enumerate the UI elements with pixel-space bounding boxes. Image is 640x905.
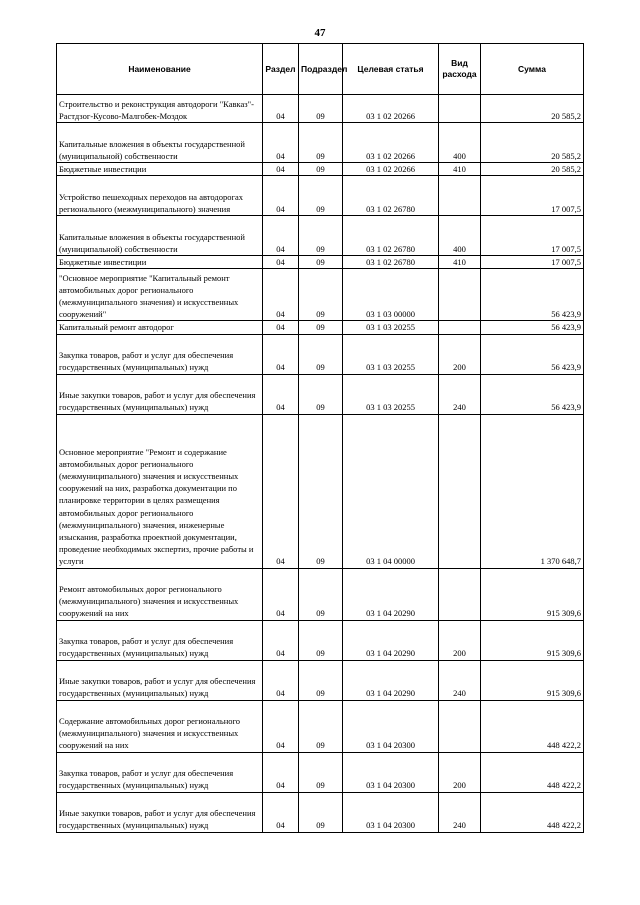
row-expense-type: 410 (439, 256, 481, 269)
row-subsection: 09 (299, 95, 343, 123)
row-name: Строительство и реконструкция автодороги "Кавказ"-Растдзог-Кусово-Малгобек-Моздок (57, 95, 263, 123)
table-row (57, 700, 584, 752)
row-expense-type: 400 (439, 216, 481, 256)
row-amount: 1 370 648,7 (481, 414, 584, 568)
row-amount: 448 422,2 (481, 792, 584, 832)
table-row (57, 568, 584, 620)
table-row (57, 334, 584, 374)
row-subsection: 09 (299, 568, 343, 620)
row-name: Иные закупки товаров, работ и услуг для обеспечения государственных (муниципальных) нужд (57, 374, 263, 414)
row-section: 04 (263, 95, 299, 123)
row-section: 04 (263, 620, 299, 660)
row-expense-type: 240 (439, 374, 481, 414)
row-target-article: 03 1 04 20300 (343, 700, 439, 752)
row-amount: 17 007,5 (481, 256, 584, 269)
table-row (57, 620, 584, 660)
row-amount: 17 007,5 (481, 216, 584, 256)
row-amount: 56 423,9 (481, 334, 584, 374)
row-expense-type (439, 269, 481, 321)
row-subsection: 09 (299, 752, 343, 792)
row-expense-type: 200 (439, 620, 481, 660)
row-expense-type (439, 700, 481, 752)
row-amount: 20 585,2 (481, 95, 584, 123)
row-name: Ремонт автомобильных дорог регионального (межмуниципального) значения и искусственных сооружений на них (57, 568, 263, 620)
row-name: Содержание автомобильных дорог регионального (межмуниципального) значения и искусственных сооружений на них (57, 700, 263, 752)
row-target-article: 03 1 04 20300 (343, 792, 439, 832)
header-name: Наименование (57, 44, 263, 95)
table-row (57, 792, 584, 832)
table-row (57, 216, 584, 256)
row-section: 04 (263, 374, 299, 414)
row-section: 04 (263, 334, 299, 374)
row-name: Закупка товаров, работ и услуг для обеспечения государственных (муниципальных) нужд (57, 334, 263, 374)
row-section: 04 (263, 176, 299, 216)
table-row (57, 176, 584, 216)
row-subsection: 09 (299, 620, 343, 660)
row-expense-type: 240 (439, 660, 481, 700)
row-subsection: 09 (299, 334, 343, 374)
row-name: Капитальный ремонт автодорог (57, 321, 263, 334)
row-amount: 915 309,6 (481, 568, 584, 620)
table-row (57, 269, 584, 321)
row-subsection: 09 (299, 176, 343, 216)
row-section: 04 (263, 792, 299, 832)
table-row (57, 163, 584, 176)
row-amount: 915 309,6 (481, 660, 584, 700)
row-amount: 20 585,2 (481, 123, 584, 163)
row-target-article: 03 1 02 26780 (343, 176, 439, 216)
table-row (57, 752, 584, 792)
row-target-article: 03 1 04 00000 (343, 414, 439, 568)
row-amount: 20 585,2 (481, 163, 584, 176)
header-amount: Сумма (481, 44, 584, 95)
row-expense-type (439, 414, 481, 568)
row-amount: 915 309,6 (481, 620, 584, 660)
row-target-article: 03 1 04 20290 (343, 660, 439, 700)
row-target-article: 03 1 02 26780 (343, 256, 439, 269)
row-name: Устройство пешеходных переходов на автодорогах регионального (межмуниципального) значения (57, 176, 263, 216)
row-subsection: 09 (299, 660, 343, 700)
row-subsection: 09 (299, 123, 343, 163)
row-name: Бюджетные инвестиции (57, 256, 263, 269)
row-name: "Основное мероприятие "Капитальный ремонт автомобильных дорог регионального (межмуниципального значения) и искусственных сооружений" (57, 269, 263, 321)
row-section: 04 (263, 700, 299, 752)
row-expense-type: 400 (439, 123, 481, 163)
table-row (57, 660, 584, 700)
row-subsection: 09 (299, 700, 343, 752)
row-subsection: 09 (299, 216, 343, 256)
row-amount: 17 007,5 (481, 176, 584, 216)
row-expense-type (439, 321, 481, 334)
row-subsection: 09 (299, 414, 343, 568)
row-section: 04 (263, 568, 299, 620)
row-target-article: 03 1 02 20266 (343, 123, 439, 163)
row-expense-type: 200 (439, 752, 481, 792)
row-amount: 448 422,2 (481, 700, 584, 752)
row-target-article: 03 1 03 20255 (343, 321, 439, 334)
table-row (57, 95, 584, 123)
table-row (57, 374, 584, 414)
row-target-article: 03 1 03 20255 (343, 374, 439, 414)
row-subsection: 09 (299, 374, 343, 414)
row-amount: 56 423,9 (481, 321, 584, 334)
row-name: Основное мероприятие "Ремонт и содержание автомобильных дорог регионального (межмуниципального) значения и искусственных сооружений на них, разработка документации по планировке территории в целях размещения автомобильных дорог регионального (межмуниципального) значения, инженерные изыскания, разработка проектной документации, проведение необходимых экспертиз, прочие работы и услуги (57, 414, 263, 568)
row-name: Иные закупки товаров, работ и услуг для обеспечения государственных (муниципальных) нужд (57, 660, 263, 700)
row-section: 04 (263, 752, 299, 792)
row-section: 04 (263, 123, 299, 163)
page-number: 47 (314, 27, 326, 39)
table-row (57, 414, 584, 568)
row-name: Капитальные вложения в объекты государственной (муниципальной) собственности (57, 216, 263, 256)
row-name: Бюджетные инвестиции (57, 163, 263, 176)
row-target-article: 03 1 02 20266 (343, 95, 439, 123)
row-amount: 448 422,2 (481, 752, 584, 792)
table-row (57, 321, 584, 334)
row-expense-type (439, 176, 481, 216)
header-target-article: Целевая статья (343, 44, 439, 95)
budget-table (56, 43, 584, 833)
header-section: Раздел (263, 44, 299, 95)
row-section: 04 (263, 163, 299, 176)
row-expense-type (439, 95, 481, 123)
row-target-article: 03 1 03 20255 (343, 334, 439, 374)
table-header-row (57, 44, 584, 95)
table-row (57, 123, 584, 163)
row-target-article: 03 1 02 20266 (343, 163, 439, 176)
row-target-article: 03 1 04 20290 (343, 620, 439, 660)
row-section: 04 (263, 321, 299, 334)
row-section: 04 (263, 216, 299, 256)
row-section: 04 (263, 256, 299, 269)
row-target-article: 03 1 02 26780 (343, 216, 439, 256)
header-subsection: Подраздел (299, 44, 343, 95)
row-name: Иные закупки товаров, работ и услуг для обеспечения государственных (муниципальных) нужд (57, 792, 263, 832)
row-name: Закупка товаров, работ и услуг для обеспечения государственных (муниципальных) нужд (57, 620, 263, 660)
row-subsection: 09 (299, 269, 343, 321)
row-subsection: 09 (299, 792, 343, 832)
row-expense-type (439, 568, 481, 620)
row-subsection: 09 (299, 321, 343, 334)
row-subsection: 09 (299, 256, 343, 269)
row-amount: 56 423,9 (481, 269, 584, 321)
row-expense-type: 200 (439, 334, 481, 374)
row-name: Капитальные вложения в объекты государственной (муниципальной) собственности (57, 123, 263, 163)
row-expense-type: 240 (439, 792, 481, 832)
row-section: 04 (263, 660, 299, 700)
row-section: 04 (263, 414, 299, 568)
table-row (57, 256, 584, 269)
row-target-article: 03 1 03 00000 (343, 269, 439, 321)
row-name: Закупка товаров, работ и услуг для обеспечения государственных (муниципальных) нужд (57, 752, 263, 792)
header-expense-type: Вид расхода (439, 44, 481, 95)
row-target-article: 03 1 04 20290 (343, 568, 439, 620)
row-subsection: 09 (299, 163, 343, 176)
row-target-article: 03 1 04 20300 (343, 752, 439, 792)
row-expense-type: 410 (439, 163, 481, 176)
row-section: 04 (263, 269, 299, 321)
row-amount: 56 423,9 (481, 374, 584, 414)
